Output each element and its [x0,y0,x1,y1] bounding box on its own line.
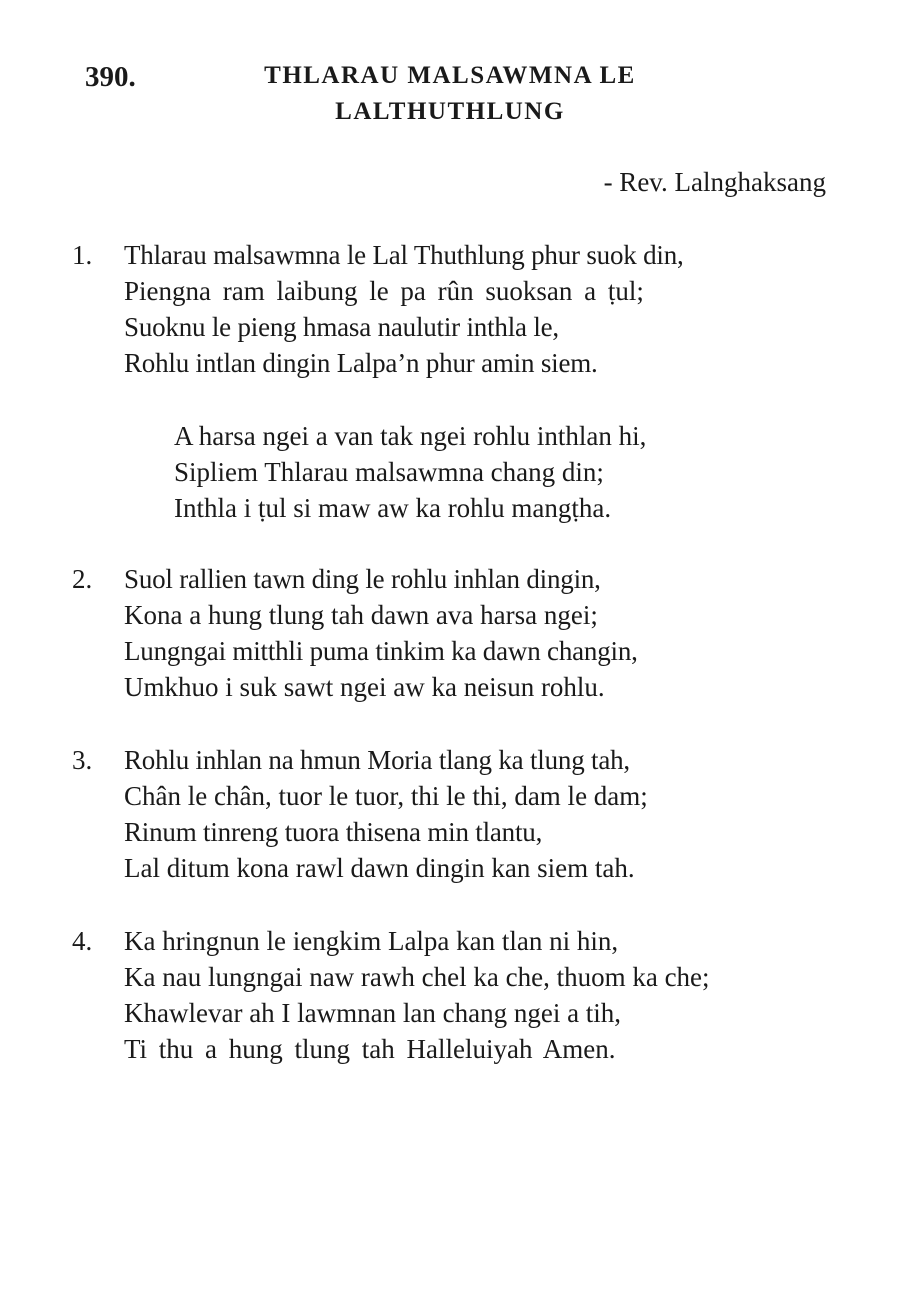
hymn-title-line-1: THLARAU MALSAWMNA LE [264,62,636,89]
verse-line: Rinum tinreng tuora thisena min tlantu, [124,817,543,847]
verse-line: Lungngai mitthli puma tinkim ka dawn changin, [124,636,638,666]
verse-number: 2. [72,564,93,594]
chorus-line: A harsa ngei a van tak ngei rohlu inthlan hi, [174,421,647,451]
verse-line: Suoknu le pieng hmasa naulutir inthla le, [124,312,559,342]
verse-line: Piengna ram laibung le pa rûn suoksan a ṭul; [124,276,644,306]
verse-line: Kona a hung tlung tah dawn ava harsa ngei; [124,600,598,630]
verse-line: Umkhuo i suk sawt ngei aw ka neisun rohlu. [124,672,605,702]
hymn-title [180,58,720,130]
verse-line: Rohlu inhlan na hmun Moria tlang ka tlung tah, [124,745,630,775]
verse-line: Thlarau malsawmna le Lal Thuthlung phur suok din, [124,240,684,270]
verse-number: 1. [72,240,93,270]
verse-line: Suol rallien tawn ding le rohlu inhlan dingin, [124,564,601,594]
verse-line: Ti thu a hung tlung tah Halleluiyah Amen. [124,1034,616,1064]
chorus-line: Sipliem Thlarau malsawmna chang din; [174,457,604,487]
chorus-line: Inthla i ṭul si maw aw ka rohlu mangṭha. [174,493,612,523]
verse-number: 3. [72,745,93,775]
verse-line: Khawlevar ah I lawmnan lan chang ngei a tih, [124,998,622,1028]
verse-line: Chân le chân, tuor le tuor, thi le thi, dam le dam; [124,781,648,811]
chorus [174,418,854,526]
hymn-title-line-2: LALTHUTHLUNG [335,98,565,125]
verse-number: 4. [72,926,93,956]
hymn-number: 390. [85,61,136,93]
verse-line: Ka hringnun le iengkim Lalpa kan tlan ni hin, [124,926,619,956]
verse-line: Lal ditum kona rawl dawn dingin kan siem tah. [124,853,635,883]
verse-line: Rohlu intlan dingin Lalpa’n phur amin siem. [124,348,598,378]
verse-line: Ka nau lungngai naw rawh chel ka che, thuom ka che; [124,962,710,992]
hymn-author: - Rev. Lalnghaksang [603,167,826,197]
